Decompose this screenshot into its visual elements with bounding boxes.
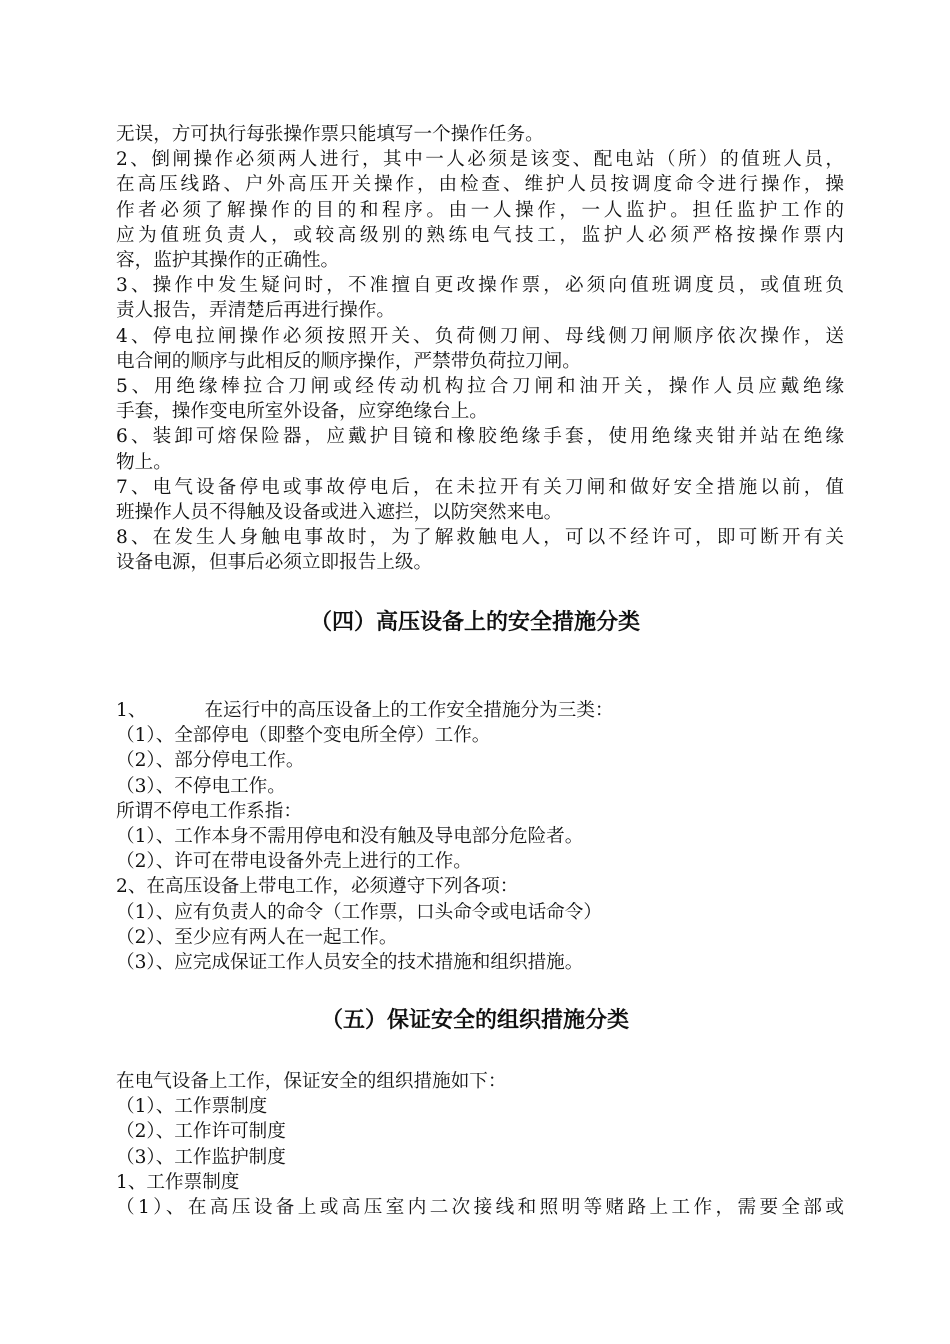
safety-measures-block <box>116 698 844 975</box>
paragraph-line: 作者必须了解操作的目的和程序。由一人操作，一人监护。担任监护工作的 <box>116 199 844 221</box>
paragraph-line: （1）、在高压设备上或高压室内二次接线和照明等赌路上工作，需要全部或 <box>116 1197 844 1219</box>
paragraph-line: 2、倒闸操作必须两人进行，其中一人必须是该变、配电站（所）的值班人员， <box>116 149 844 171</box>
paragraph-line: 7、电气设备停电或事故停电后，在未拉开有关刀闸和做好安全措施以前，值 <box>116 476 844 498</box>
list-item: 2、在高压设备上带电工作，必须遵守下列各项： <box>116 876 519 898</box>
list-item: （1）、工作票制度 <box>116 1096 268 1118</box>
list-item: （3）、应完成保证工作人员安全的技术措施和组织措施。 <box>116 952 584 974</box>
section-heading: （五）保证安全的组织措施分类 <box>320 1008 629 1033</box>
paragraph-line: 手套，操作变电所室外设备，应穿绝缘台上。 <box>116 401 488 423</box>
list-item: （1）、全部停电（即整个变电所全停）工作。 <box>116 725 491 747</box>
paragraph-line: 应为值班负责人，或较高级别的熟练电气技工，监护人必须严格按操作票内 <box>116 224 844 246</box>
list-item: （3）、工作监护制度 <box>116 1146 286 1168</box>
list-item: （2）、工作许可制度 <box>116 1121 286 1143</box>
paragraph-line: 责人报告，弄清楚后再进行操作。 <box>116 300 395 322</box>
paragraph-line: 电合闸的顺序与此相反的顺序操作，严禁带负荷拉刀闸。 <box>116 350 581 372</box>
paragraph-line: 5、用绝缘棒拉合刀闸或经传动机构拉合刀闸和油开关，操作人员应戴绝缘 <box>116 376 844 398</box>
paragraph-line: 6、装卸可熔保险器，应戴护目镜和橡胶绝缘手套，使用绝缘夹钳并站在绝缘 <box>116 426 844 448</box>
organizational-measures-block <box>116 1069 844 1220</box>
list-item: （2）、至少应有两人在一起工作。 <box>116 926 398 948</box>
paragraph-line: 设备电源，但事后必须立即报告上级。 <box>116 552 433 574</box>
list-item: （1）、工作本身不需用停电和没有触及导电部分危险者。 <box>116 826 584 848</box>
paragraph-line: 3、操作中发生疑问时，不准擅自更改操作票，必须向值班调度员，或值班负 <box>116 275 844 297</box>
paragraph-line: 8、在发生人身触电事故时，为了解救触电人，可以不经许可，即可断开有关 <box>116 527 844 549</box>
list-text: 在运行中的高压设备上的工作安全措施分为三类： <box>204 700 614 721</box>
paragraph-line: 在高压线路、户外高压开关操作，由检查、维护人员按调度命令进行操作，操 <box>116 174 844 196</box>
paragraph-line: 4、停电拉闸操作必须按照开关、负荷侧刀闸、母线侧刀闸顺序依次操作，送 <box>116 325 844 347</box>
paragraph-line: 无误，方可执行每张操作票只能填写一个操作任务。 <box>116 124 544 145</box>
list-number: 1、 <box>116 700 147 721</box>
operation-rules-block <box>116 122 844 576</box>
list-item: 在电气设备上工作，保证安全的组织措施如下： <box>116 1071 507 1092</box>
list-item: 1、工作票制度 <box>116 1171 240 1193</box>
list-item: 所谓不停电工作系指： <box>116 800 302 822</box>
paragraph-line: 物上。 <box>116 451 172 473</box>
list-item: （3）、不停电工作。 <box>116 775 286 797</box>
list-item: （2）、部分停电工作。 <box>116 750 305 772</box>
list-item: （1）、应有负责人的命令（工作票，口头命令或电话命令） <box>116 901 602 923</box>
list-item <box>116 698 844 723</box>
list-item: （2）、许可在带电设备外壳上进行的工作。 <box>116 851 472 873</box>
section-heading: （四）高压设备上的安全措施分类 <box>309 610 640 635</box>
paragraph-line: 容，监护其操作的正确性。 <box>116 250 340 272</box>
paragraph-line: 班操作人员不得触及设备或进入遮拦，以防突然来电。 <box>116 502 563 524</box>
